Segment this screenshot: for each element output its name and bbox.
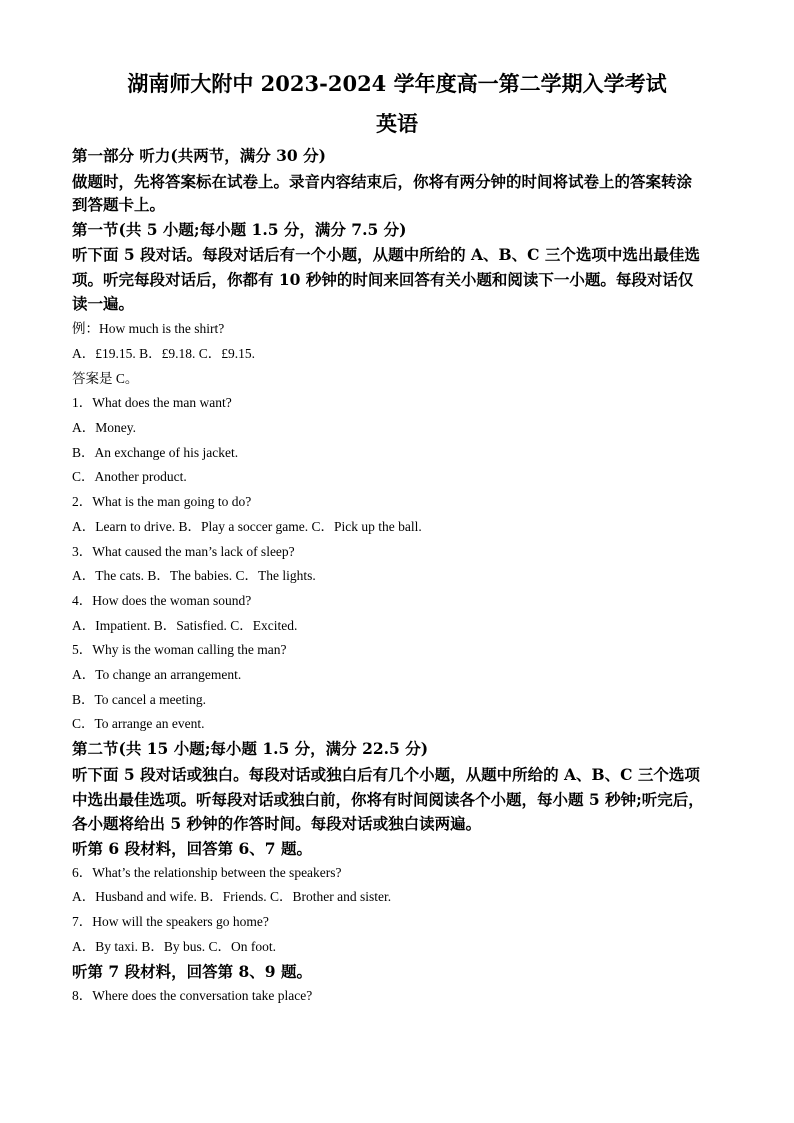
example-options: A．£19.15. B．£9.18. C．£9.15.	[72, 346, 256, 361]
exam-title: 湖南师大附中 2023-2024 学年度高一第二学期入学考试	[127, 71, 667, 96]
question-5-option-b: B．To cancel a meeting.	[72, 692, 207, 707]
question-3: 3．What caused the man’s lack of sleep?	[72, 544, 295, 559]
question-2-options: A．Learn to drive. B．Play a soccer game. C．Pick up the ball.	[72, 519, 422, 534]
question-4: 4．How does the woman sound?	[72, 593, 252, 608]
question-6-options: A．Husband and wife. B．Friends. C．Brother and sister.	[72, 889, 392, 904]
section1-instruction-line: 项。听完每段对话后，你都有 10 秒钟的时间来回答有关小题和阅读下一小题。每段对话仅	[72, 270, 694, 289]
question-1-option-c: C．Another product.	[72, 469, 187, 484]
question-7-options: A．By taxi. B．By bus. C．On foot.	[72, 939, 277, 954]
example-question: 例：How much is the shirt?	[72, 321, 225, 336]
section2-heading: 第二节(共 15 小题;每小题 1.5 分，满分 22.5 分)	[72, 739, 429, 758]
subject-title: 英语	[376, 111, 418, 136]
section1-instruction-line: 听下面 5 段对话。每段对话后有一个小题，从题中所给的 A、B、C 三个选项中选出最佳选	[72, 245, 700, 264]
section2-instruction-line: 各小题将给出 5 秒钟的作答时间。每段对话或独白读两遍。	[72, 814, 482, 833]
section2-instruction-line: 中选出最佳选项。听每段对话或独白前，你将有时间阅读各个小题，每小题 5 秒钟;听完后，	[72, 790, 704, 809]
question-3-options: A．The cats. B．The babies. C．The lights.	[72, 568, 316, 583]
question-1-option-a: A．Money.	[72, 420, 136, 435]
part1-intro-line: 做题时，先将答案标在试卷上。录音内容结束后，你将有两分钟的时间将试卷上的答案转涂	[72, 172, 693, 191]
question-5-option-a: A．To change an arrangement.	[72, 667, 242, 682]
part1-heading: 第一部分 听力(共两节，满分 30 分)	[72, 146, 326, 165]
material-6-heading: 听第 6 段材料，回答第 6、7 题。	[72, 839, 312, 858]
question-7: 7．How will the speakers go home?	[72, 914, 269, 929]
question-6: 6．What’s the relationship between the speakers?	[72, 865, 342, 880]
section1-instruction-line: 读一遍。	[72, 294, 135, 313]
section1-heading: 第一节(共 5 小题;每小题 1.5 分，满分 7.5 分)	[72, 220, 407, 239]
question-1: 1．What does the man want?	[72, 395, 232, 410]
question-2: 2．What is the man going to do?	[72, 494, 252, 509]
question-5-option-c: C．To arrange an event.	[72, 716, 205, 731]
question-8: 8．Where does the conversation take place?	[72, 988, 313, 1003]
question-1-option-b: B．An exchange of his jacket.	[72, 445, 239, 460]
section2-instruction-line: 听下面 5 段对话或独白。每段对话或独白后有几个小题，从题中所给的 A、B、C 三个选项	[72, 765, 700, 784]
material-7-heading: 听第 7 段材料，回答第 8、9 题。	[72, 962, 312, 981]
question-5: 5．Why is the woman calling the man?	[72, 642, 287, 657]
part1-intro-line: 到答题卡上。	[72, 195, 166, 214]
question-4-options: A．Impatient. B．Satisfied. C．Excited.	[72, 618, 298, 633]
example-answer: 答案是 C。	[72, 371, 139, 386]
